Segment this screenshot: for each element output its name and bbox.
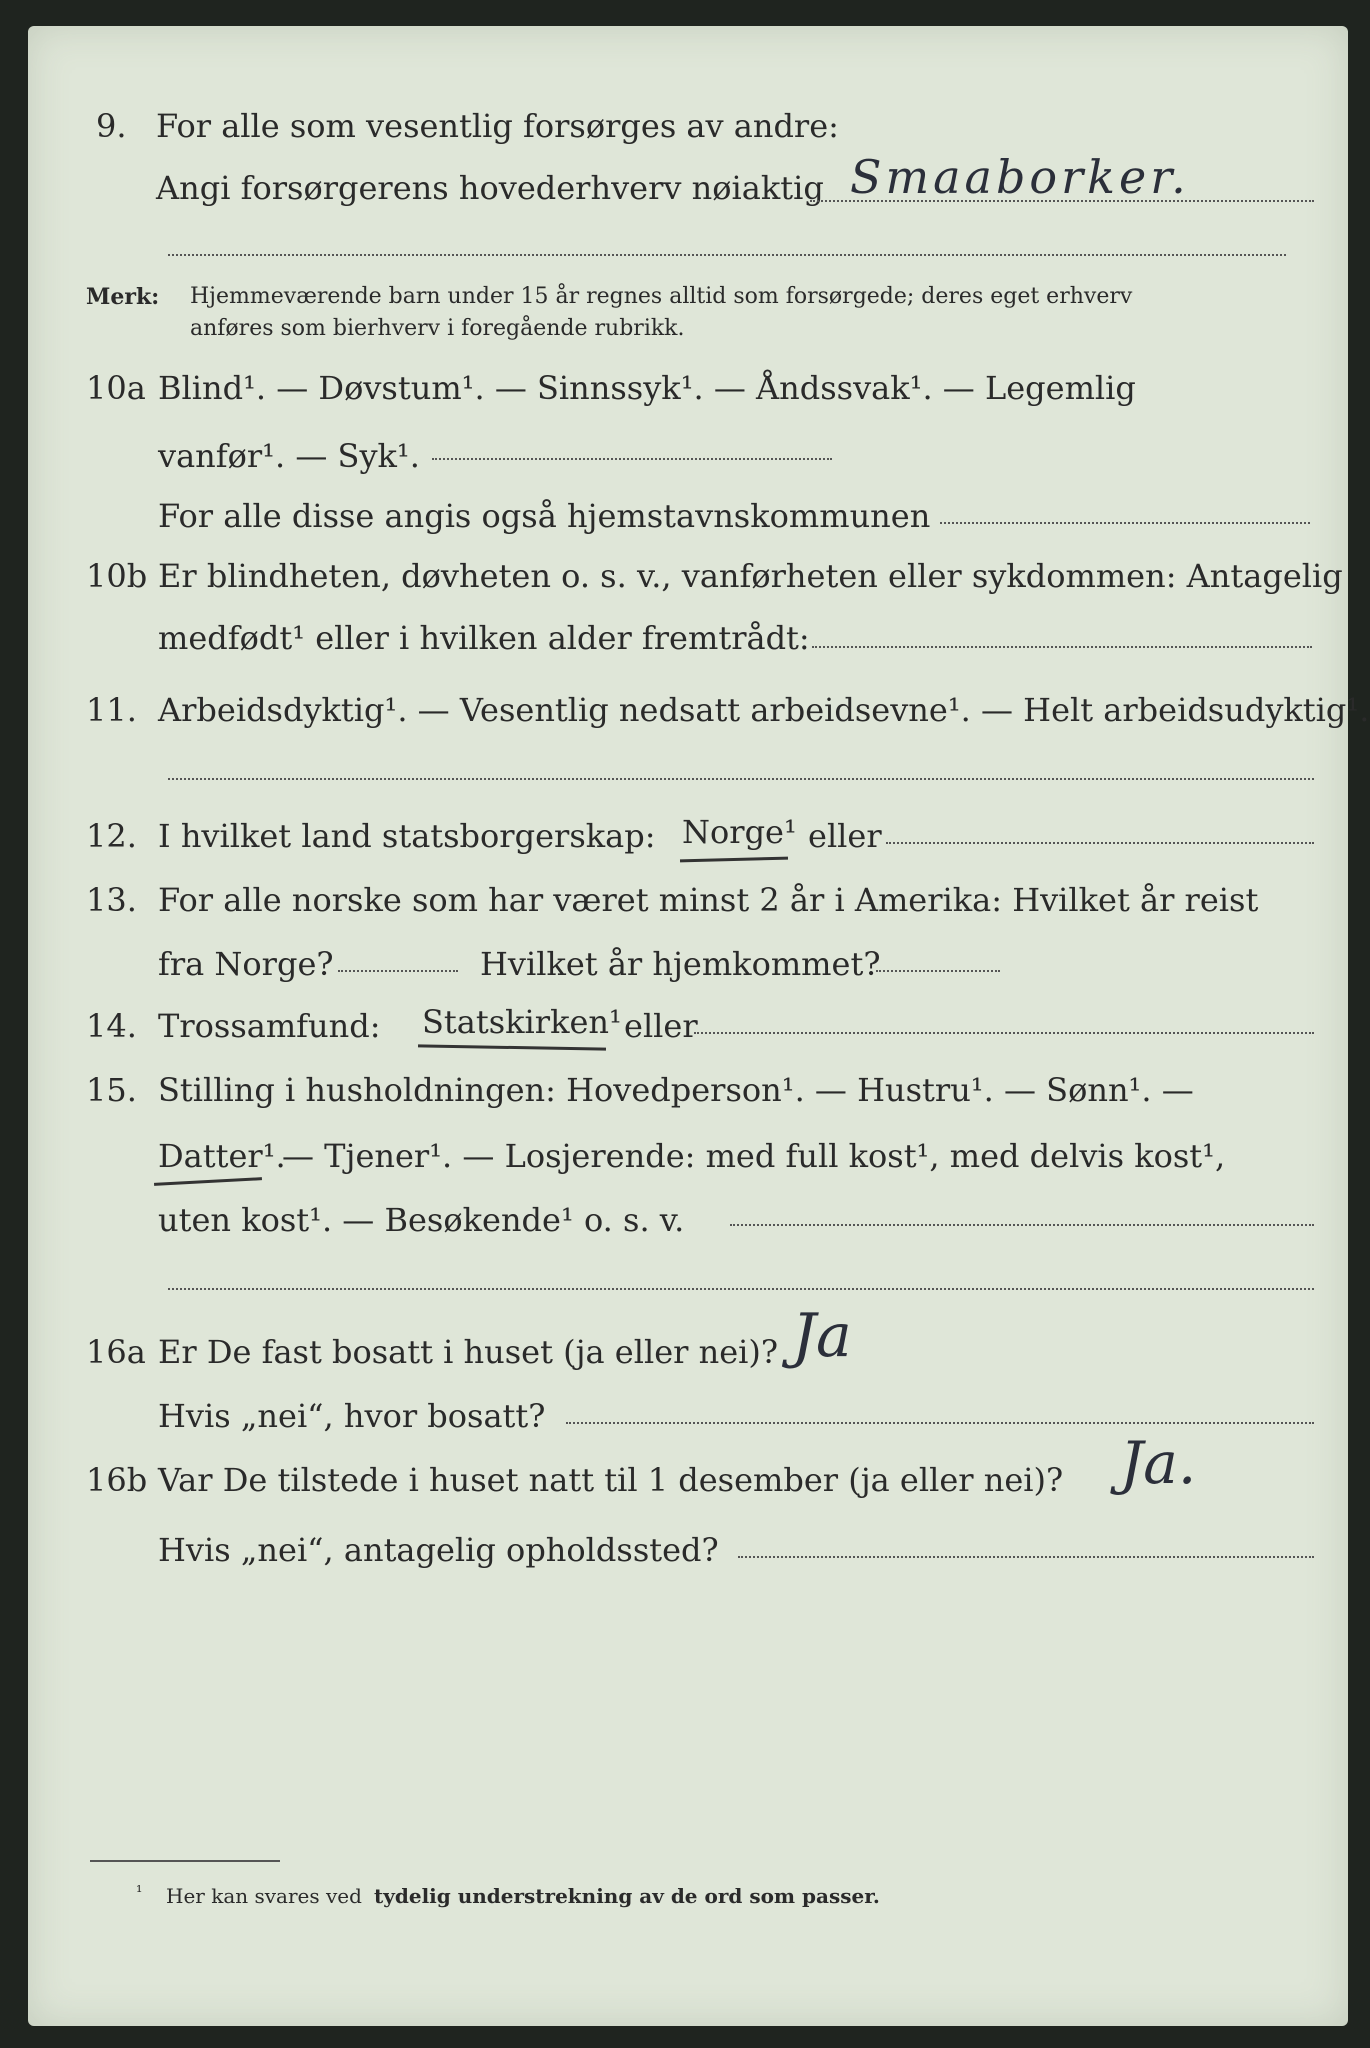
q15-choice-underline bbox=[154, 1177, 262, 1186]
q13-number: 13. bbox=[86, 881, 137, 919]
q14-suffix: eller bbox=[624, 1007, 698, 1045]
q12-answer-line bbox=[886, 842, 1314, 844]
q16a-handwritten-answer[interactable]: Ja bbox=[792, 1301, 852, 1371]
q16a-answer-line bbox=[566, 1422, 1314, 1424]
footnote-text-a: Her kan svares ved bbox=[166, 1884, 362, 1908]
q9-line1: For alle som vesentlig forsørges av andre: bbox=[156, 107, 839, 145]
q13-line2b: Hvilket år hjemkommet? bbox=[480, 945, 881, 983]
q11-number: 11. bbox=[86, 691, 137, 729]
q15-answer-line bbox=[730, 1224, 1314, 1226]
q15-line3: uten kost¹. — Besøkende¹ o. s. v. bbox=[158, 1201, 685, 1239]
q15-number: 15. bbox=[86, 1071, 137, 1109]
q13-departure-line bbox=[338, 970, 458, 972]
q15-line1: Stilling i husholdningen: Hovedperson¹. — Hustru¹. — Sønn¹. — bbox=[158, 1071, 1194, 1109]
footnote-text-b: tydelig understrekning av de ord som passer. bbox=[374, 1884, 880, 1908]
q9-handwritten-answer[interactable]: Smaaborker. bbox=[850, 150, 1190, 204]
q10a-line2: vanfør¹. — Syk¹. bbox=[158, 437, 420, 475]
q16a-line2: Hvis „nei“, hvor bosatt? bbox=[158, 1397, 546, 1435]
q10a-answer-line bbox=[432, 458, 832, 460]
q10b-line1: Er blindheten, døvheten o. s. v., vanførheten eller sykdommen: Antagelig bbox=[158, 557, 1343, 595]
footnote-mark: ¹ bbox=[136, 1882, 143, 1901]
q16b-line2: Hvis „nei“, antagelig opholdssted? bbox=[158, 1531, 719, 1569]
q10b-number: 10b bbox=[86, 557, 148, 595]
q12-prefix: I hvilket land statsborgerskap: bbox=[158, 817, 656, 855]
q13-line1: For alle norske som har været minst 2 år i Amerika: Hvilket år reist bbox=[158, 881, 1259, 919]
q14-choice-statskirken[interactable]: Statskirken¹ bbox=[422, 1003, 622, 1041]
merk-label: Merk: bbox=[86, 284, 160, 310]
q9-extra-line bbox=[168, 254, 1286, 256]
q12-suffix: eller bbox=[808, 817, 882, 855]
q12-choice-underline bbox=[680, 857, 788, 863]
q15-choice-datter[interactable]: Datter¹. bbox=[158, 1137, 286, 1175]
q12-number: 12. bbox=[86, 817, 137, 855]
q16b-handwritten-answer[interactable]: Ja. bbox=[1120, 1429, 1197, 1497]
q16a-line1: Er De fast bosatt i huset (ja eller nei)? bbox=[158, 1333, 779, 1371]
q9-number: 9. bbox=[96, 107, 127, 145]
q16b-answer-line bbox=[738, 1556, 1314, 1558]
q13-line2a: fra Norge? bbox=[158, 945, 334, 983]
q14-number: 14. bbox=[86, 1007, 137, 1045]
footnote-rule bbox=[90, 1860, 280, 1862]
q16a-number: 16a bbox=[86, 1333, 146, 1371]
q14-choice-underline bbox=[418, 1044, 606, 1050]
q11-answer-line bbox=[168, 778, 1314, 780]
q10b-line2: medfødt¹ eller i hvilken alder fremtrådt: bbox=[158, 619, 810, 657]
census-form-page bbox=[28, 26, 1370, 2026]
q16b-line1: Var De tilstede i huset natt til 1 desember (ja eller nei)? bbox=[158, 1461, 1064, 1499]
q11-line1: Arbeidsdyktig¹. — Vesentlig nedsatt arbeidsevne¹. — Helt arbeidsudyktig¹. bbox=[158, 691, 1370, 729]
q13-return-line bbox=[876, 970, 1000, 972]
q15-line2b: — Tjener¹. — Losjerende: med full kost¹, med delvis kost¹, bbox=[282, 1137, 1226, 1175]
q10a-line3: For alle disse angis også hjemstavnskommunen bbox=[158, 497, 931, 535]
q12-choice-norge[interactable]: Norge¹ bbox=[682, 813, 797, 851]
q10a-municipality-line bbox=[940, 522, 1310, 524]
q14-prefix: Trossamfund: bbox=[158, 1007, 381, 1045]
q15-extra-line bbox=[168, 1288, 1314, 1290]
q9-line2: Angi forsørgerens hovederhverv nøiaktig bbox=[156, 169, 824, 207]
q16b-number: 16b bbox=[86, 1461, 148, 1499]
q10b-answer-line bbox=[812, 646, 1312, 648]
q14-answer-line bbox=[694, 1032, 1314, 1034]
merk-line1: Hjemmeværende barn under 15 år regnes alltid som forsørgede; deres eget erhverv bbox=[190, 284, 1133, 309]
merk-line2: anføres som bierhverv i foregående rubrikk. bbox=[190, 316, 685, 341]
q10a-number: 10a bbox=[86, 369, 146, 407]
q10a-line1: Blind¹. — Døvstum¹. — Sinnssyk¹. — Åndssvak¹. — Legemlig bbox=[158, 369, 1136, 407]
